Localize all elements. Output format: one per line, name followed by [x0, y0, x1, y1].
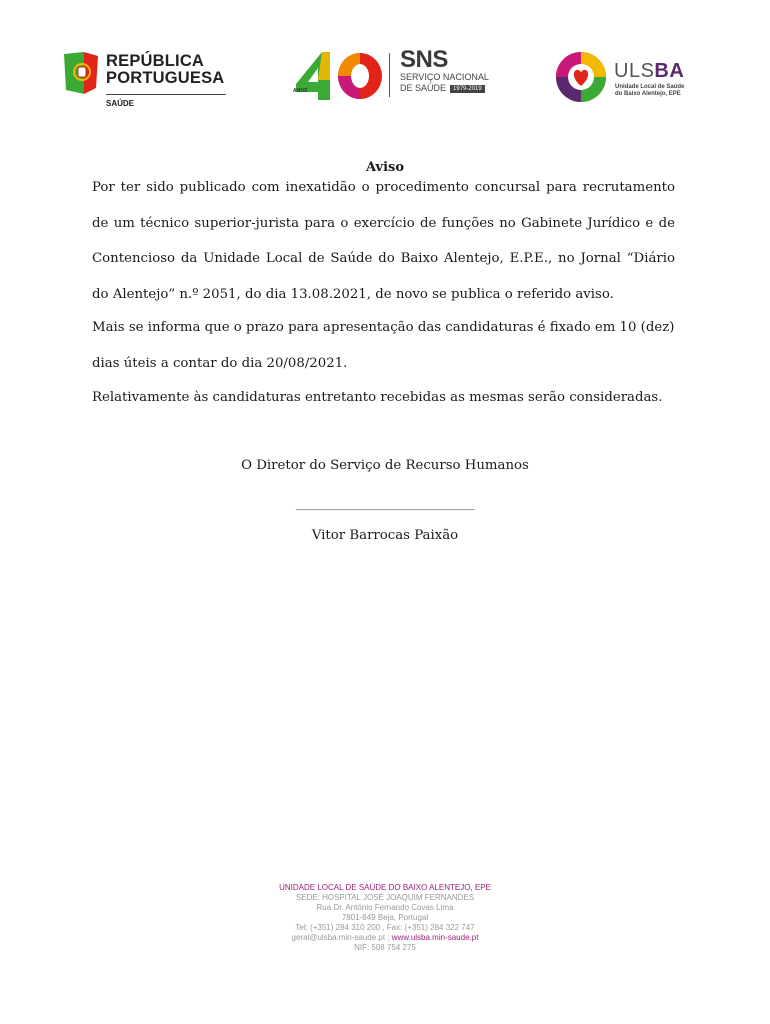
- document-title: Aviso: [365, 160, 405, 175]
- ulsba-heart-icon: [553, 50, 609, 104]
- sns-line2: DE SAÚDE: [400, 83, 447, 93]
- footer-city: 7801-849 Beja, Portugal: [341, 913, 429, 922]
- ulsba-suffix: BA: [654, 60, 685, 82]
- anos-label: ANOS: [293, 88, 308, 94]
- footer-street: Rua Dr. António Fernando Covas Lima: [316, 903, 454, 912]
- ulsba-sub1: Unidade Local de Saúde: [615, 84, 685, 90]
- sns-logo: [400, 48, 490, 102]
- sns-years-badge: 1979-2019: [450, 85, 485, 93]
- paragraph-3: Relativamente às candidaturas entretanto recebidas as mesmas serão consideradas.: [92, 390, 663, 405]
- signer-role: O Diretor do Serviço de Recurso Humanos: [241, 458, 529, 473]
- ulsba-subtitle: [615, 84, 684, 98]
- signer-name: Vitor Barrocas Paixão: [311, 528, 459, 543]
- footer-contact-row: [0, 933, 770, 943]
- paragraph-1: Por ter sido publicado com inexatidão o procedimento concursal para recrutamento de um técnico superior-jurista para o exercício de funções no Gabinete Jurídico e de Contencioso da Unidade Local de Saúde do Baixo Alentejo, E.P.E., no Jornal “Diário do Alentejo” n.º 2051, do dia 13.08.2021, de novo se publica o referido aviso.: [92, 180, 675, 302]
- republica-portuguesa-logo: [62, 50, 237, 116]
- sns-divider: [389, 53, 390, 97]
- footer-email[interactable]: geral@ulsba.min-saude.pt ;: [291, 933, 392, 942]
- portuguesa-line: PORTUGUESA: [106, 69, 225, 87]
- footer-phone: Tel: (+351) 284 310 200 , Fax: (+351) 284 322 747: [295, 923, 475, 932]
- ulsba-sub2: do Baixo Alentejo, EPE: [615, 91, 681, 97]
- paragraph-2: Mais se informa que o prazo para apresentação das candidaturas é fixado em 10 (dez) dias úteis a contar do dia 20/08/2021.: [92, 320, 675, 371]
- ulsba-prefix: ULS: [614, 60, 655, 82]
- saude-label: SAÚDE: [106, 99, 135, 108]
- signature-line: _____________________________: [295, 496, 475, 511]
- ulsba-wordmark: [614, 60, 684, 83]
- sns-line2-row: [400, 83, 490, 94]
- logo-divider: [106, 94, 226, 95]
- footer-institution: UNIDADE LOCAL DE SAÚDE DO BAIXO ALENTEJO, EPE: [279, 883, 491, 892]
- portugal-flag-icon: [62, 50, 102, 96]
- footer-nif: NIF: 508 754 275: [354, 943, 416, 952]
- republica-portuguesa-text: [106, 53, 224, 87]
- sns-title: SNS: [400, 46, 448, 73]
- ulsba-logo: [553, 50, 693, 104]
- sns-40-anos-logo: [292, 50, 392, 102]
- forty-years-icon: [292, 50, 392, 102]
- footer-website-link[interactable]: www.ulsba.min-saude.pt: [391, 933, 479, 942]
- republica-line: REPÚBLICA: [106, 52, 205, 70]
- sns-line1: SERVIÇO NACIONAL: [400, 72, 489, 82]
- footer: [0, 883, 770, 953]
- footer-sede: SEDE: HOSPITAL JOSÉ JOAQUIM FERNANDES: [295, 893, 475, 902]
